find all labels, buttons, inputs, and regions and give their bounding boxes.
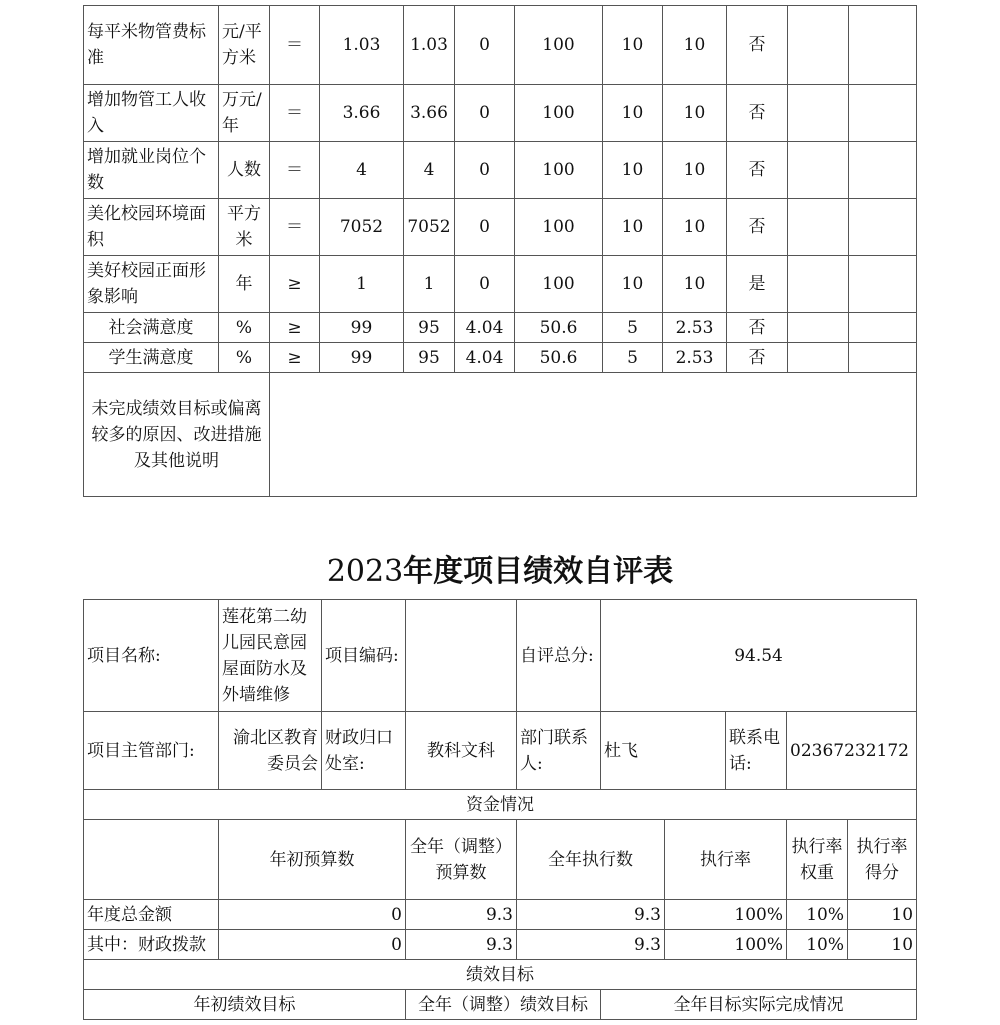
- funds-score: 10: [848, 930, 917, 960]
- goal-col-header: 年初绩效目标: [84, 990, 406, 1020]
- indicator-rate: 100: [515, 6, 603, 85]
- indicator-target: 99: [320, 313, 404, 343]
- funds-weight: 10%: [787, 900, 848, 930]
- table-row: [84, 900, 917, 930]
- funds-rate: 100%: [665, 930, 787, 960]
- indicator-target: 7052: [320, 199, 404, 256]
- indicator-rate: 100: [515, 199, 603, 256]
- indicator-flag: 否: [727, 199, 788, 256]
- funds-weight: 10%: [787, 930, 848, 960]
- indicator-target: 1.03: [320, 6, 404, 85]
- indicator-target: 1: [320, 256, 404, 313]
- dept-label: 项目主管部门:: [84, 712, 219, 790]
- indicator-name: 美好校园正面形象影响: [84, 256, 219, 313]
- funds-col-header: 执行率得分: [848, 820, 917, 900]
- indicator-flag: 否: [727, 142, 788, 199]
- contact-label: 部门联系人:: [517, 712, 601, 790]
- indicator-deviation: 0: [455, 199, 515, 256]
- indicator-actual: 95: [404, 313, 455, 343]
- indicator-score: 10: [663, 256, 727, 313]
- indicator-score: 10: [663, 142, 727, 199]
- indicator-flag: 否: [727, 85, 788, 142]
- funds-executed: 9.3: [517, 930, 665, 960]
- indicator-deviation: 0: [455, 85, 515, 142]
- title-text: 年度项目绩效自评表: [403, 554, 674, 589]
- table-row: [84, 313, 917, 343]
- goal-col-header: 全年（调整）绩效目标: [406, 990, 601, 1020]
- table-row: [84, 85, 917, 142]
- page-title: [0, 552, 1000, 592]
- indicator-operator: ＝: [270, 6, 320, 85]
- indicator-actual: 1: [404, 256, 455, 313]
- indicator-score: 10: [663, 199, 727, 256]
- funds-col-header: 年初预算数: [219, 820, 406, 900]
- funds-score: 10: [848, 900, 917, 930]
- indicator-actual: 7052: [404, 199, 455, 256]
- indicator-rate: 100: [515, 85, 603, 142]
- indicator-unit: %: [219, 313, 270, 343]
- goal-col-header: 全年目标实际完成情况: [601, 990, 917, 1020]
- project-name-value: 莲花第二幼儿园民意园屋面防水及外墙维修: [219, 600, 322, 712]
- empty-cell: [788, 313, 849, 343]
- indicator-rate: 50.6: [515, 313, 603, 343]
- funds-initial: 0: [219, 900, 406, 930]
- empty-cell: [788, 142, 849, 199]
- indicator-flag: 否: [727, 343, 788, 373]
- empty-cell: [849, 199, 917, 256]
- empty-cell: [849, 6, 917, 85]
- indicator-deviation: 4.04: [455, 313, 515, 343]
- indicator-name: 增加就业岗位个数: [84, 142, 219, 199]
- indicator-actual: 4: [404, 142, 455, 199]
- indicator-unit: 年: [219, 256, 270, 313]
- indicator-rate: 100: [515, 256, 603, 313]
- indicator-unit: 万元/年: [219, 85, 270, 142]
- indicator-rate: 100: [515, 142, 603, 199]
- indicator-unit: 平方米: [219, 199, 270, 256]
- goal-header: 绩效目标: [84, 960, 917, 990]
- table-row: [84, 6, 917, 85]
- empty-cell: [84, 820, 219, 900]
- empty-cell: [788, 6, 849, 85]
- funds-rate: 100%: [665, 900, 787, 930]
- empty-cell: [788, 256, 849, 313]
- indicator-unit: 人数: [219, 142, 270, 199]
- funds-col-header: 全年（调整）预算数: [406, 820, 517, 900]
- self-score-value: 94.54: [601, 600, 917, 712]
- empty-cell: [788, 199, 849, 256]
- funds-executed: 9.3: [517, 900, 665, 930]
- table-row: [84, 600, 917, 712]
- indicator-operator: ＝: [270, 85, 320, 142]
- indicator-actual: 1.03: [404, 6, 455, 85]
- indicator-weight: 5: [603, 343, 663, 373]
- note-label: 未完成绩效目标或偏离较多的原因、改进措施及其他说明: [84, 373, 270, 497]
- indicator-name: 美化校园环境面积: [84, 199, 219, 256]
- indicator-weight: 10: [603, 6, 663, 85]
- self-evaluation-table: [83, 599, 917, 1020]
- indicator-name: 社会满意度: [84, 313, 219, 343]
- indicator-deviation: 0: [455, 6, 515, 85]
- phone-label: 联系电话:: [726, 712, 787, 790]
- funds-adjusted: 9.3: [406, 900, 517, 930]
- indicator-score: 10: [663, 6, 727, 85]
- table-row: [84, 930, 917, 960]
- funds-initial: 0: [219, 930, 406, 960]
- contact-value: 杜飞: [601, 712, 726, 790]
- indicator-flag: 否: [727, 6, 788, 85]
- project-code-label: 项目编码:: [322, 600, 406, 712]
- empty-cell: [849, 313, 917, 343]
- table-row: [84, 790, 917, 820]
- funds-col-header: 执行率权重: [787, 820, 848, 900]
- indicator-operator: ≥: [270, 343, 320, 373]
- table-row: [84, 343, 917, 373]
- table-row: [84, 199, 917, 256]
- empty-cell: [849, 85, 917, 142]
- project-name-label: 项目名称:: [84, 600, 219, 712]
- indicator-deviation: 4.04: [455, 343, 515, 373]
- indicator-weight: 10: [603, 199, 663, 256]
- indicator-target: 99: [320, 343, 404, 373]
- table-row: [84, 820, 917, 900]
- indicator-table: [83, 5, 917, 497]
- indicator-score: 2.53: [663, 313, 727, 343]
- table-row: [84, 256, 917, 313]
- indicator-target: 3.66: [320, 85, 404, 142]
- funds-row-label: 其中：财政拨款: [84, 930, 219, 960]
- indicator-unit: %: [219, 343, 270, 373]
- indicator-operator: ≥: [270, 313, 320, 343]
- table-row: [84, 142, 917, 199]
- indicator-name: 增加物管工人收入: [84, 85, 219, 142]
- finance-office-value: 教科文科: [406, 712, 517, 790]
- indicator-operator: ≥: [270, 256, 320, 313]
- indicator-unit: 元/平方米: [219, 6, 270, 85]
- indicator-actual: 3.66: [404, 85, 455, 142]
- indicator-flag: 是: [727, 256, 788, 313]
- indicator-deviation: 0: [455, 142, 515, 199]
- empty-cell: [849, 142, 917, 199]
- title-year: 2023: [326, 554, 404, 589]
- table-row: [84, 712, 917, 790]
- indicator-operator: ＝: [270, 199, 320, 256]
- indicator-operator: ＝: [270, 142, 320, 199]
- project-code-value: [406, 600, 517, 712]
- indicator-weight: 5: [603, 313, 663, 343]
- empty-cell: [788, 343, 849, 373]
- indicator-score: 10: [663, 85, 727, 142]
- indicator-deviation: 0: [455, 256, 515, 313]
- funds-col-header: 执行率: [665, 820, 787, 900]
- indicator-actual: 95: [404, 343, 455, 373]
- indicator-weight: 10: [603, 256, 663, 313]
- indicator-weight: 10: [603, 142, 663, 199]
- table-row: [84, 960, 917, 990]
- indicator-name: 每平米物管费标准: [84, 6, 219, 85]
- indicator-weight: 10: [603, 85, 663, 142]
- empty-cell: [788, 85, 849, 142]
- empty-cell: [849, 256, 917, 313]
- dept-value: 渝北区教育委员会: [219, 712, 322, 790]
- table-row: [84, 990, 917, 1020]
- indicator-score: 2.53: [663, 343, 727, 373]
- self-score-label: 自评总分:: [517, 600, 601, 712]
- funds-adjusted: 9.3: [406, 930, 517, 960]
- indicator-rate: 50.6: [515, 343, 603, 373]
- note-content: [270, 373, 917, 497]
- indicator-name: 学生满意度: [84, 343, 219, 373]
- table-row: [84, 373, 917, 497]
- funds-row-label: 年度总金额: [84, 900, 219, 930]
- funds-header: 资金情况: [84, 790, 917, 820]
- empty-cell: [849, 343, 917, 373]
- funds-col-header: 全年执行数: [517, 820, 665, 900]
- indicator-target: 4: [320, 142, 404, 199]
- phone-value: 02367232172: [787, 712, 917, 790]
- finance-office-label: 财政归口处室:: [322, 712, 406, 790]
- indicator-flag: 否: [727, 313, 788, 343]
